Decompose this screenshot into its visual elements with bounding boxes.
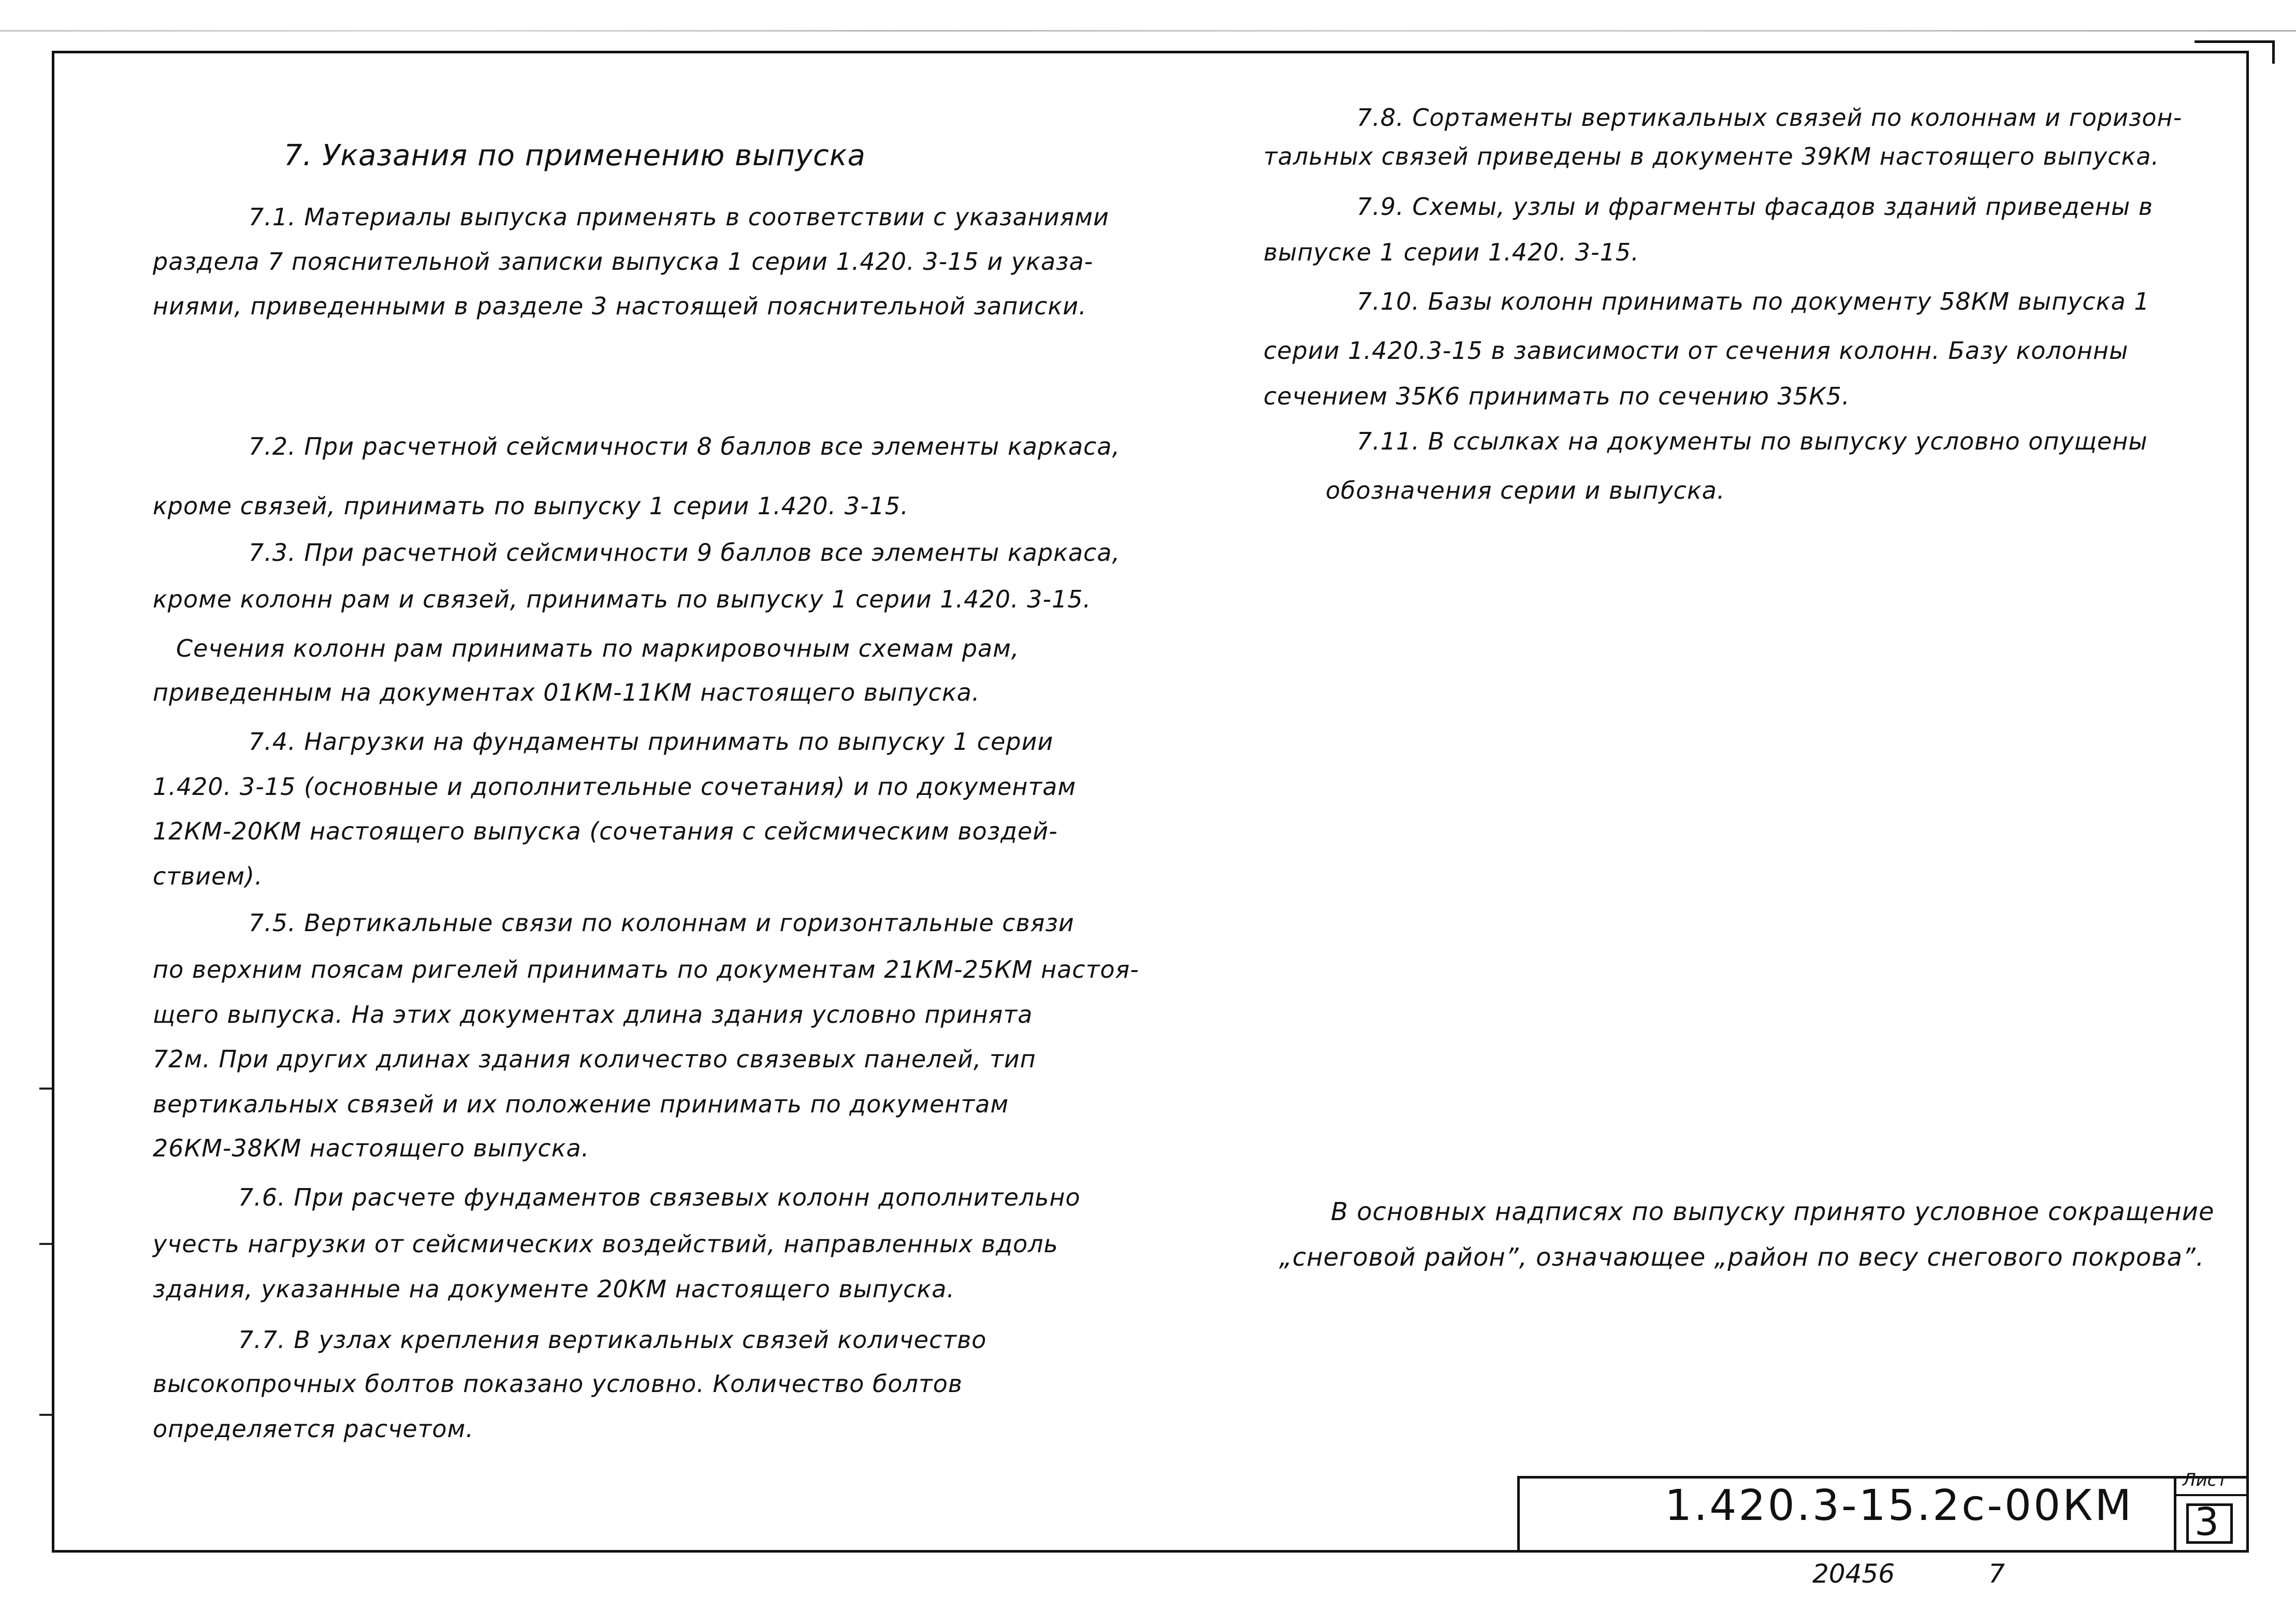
text-line: 7.4. Нагрузки на фундаменты принимать по выпуску 1 серии	[249, 728, 1054, 756]
text-line: 7.10. Базы колонн принимать по документу 58КМ выпуска 1	[1357, 287, 2150, 315]
text-line: высокопрочных болтов показано условно. Количество болтов	[153, 1370, 963, 1398]
text-line: определяется расчетом.	[153, 1415, 474, 1443]
title-block-divider	[2174, 1476, 2176, 1553]
scan-edge-line	[0, 30, 2296, 32]
text-line: ствием).	[153, 862, 263, 890]
text-line: 7.11. В ссылках на документы по выпуску условно опущены	[1357, 427, 2148, 455]
text-line: обозначения серии и выпуска.	[1326, 476, 1725, 504]
text-line: здания, указанные на документе 20КМ настоящего выпуска.	[153, 1275, 955, 1303]
text-line: вертикальных связей и их положение принимать по документам	[153, 1090, 1009, 1118]
text-line: ниями, приведенными в разделе 3 настоящей пояснительной записки.	[153, 292, 1087, 320]
text-line: учесть нагрузки от сейсмических воздействий, направленных вдоль	[153, 1230, 1058, 1258]
document-code: 1.420.3-15.2с-00КМ	[1665, 1481, 2134, 1530]
text-line: щего выпуска. На этих документах длина здания условно принята	[153, 1001, 1033, 1028]
frame-corner-tab	[2195, 40, 2275, 64]
section-title: 7. Указания по применению выпуска	[284, 139, 866, 172]
binding-tick	[39, 1243, 52, 1245]
text-line: 7.2. При расчетной сейсмичности 8 баллов все элементы каркаса,	[249, 432, 1121, 460]
text-line: 7.3. При расчетной сейсмичности 9 баллов все элементы каркаса,	[249, 539, 1121, 567]
text-line: 72м. При других длинах здания количество связевых панелей, тип	[153, 1045, 1036, 1073]
sheet-label-divider	[2176, 1494, 2249, 1496]
note-line: „снеговой район”, означающее „район по весу снегового покрова”.	[1279, 1243, 2205, 1272]
text-line: 7.1. Материалы выпуска применять в соответствии с указаниями	[249, 203, 1109, 231]
binding-tick	[39, 1414, 52, 1416]
sheet-label: Лист	[2183, 1470, 2228, 1490]
page-number: 7	[1988, 1559, 2005, 1589]
text-line: 12КМ-20КМ настоящего выпуска (сочетания с сейсмическим воздей-	[153, 817, 1058, 845]
text-line: 7.9. Схемы, узлы и фрагменты фасадов зданий приведены в	[1357, 193, 2153, 221]
text-line: 7.8. Сортаменты вертикальных связей по колоннам и горизон-	[1357, 104, 2183, 132]
text-line: по верхним поясам ригелей принимать по документам 21КМ-25КМ настоя-	[153, 955, 1139, 983]
binding-tick	[39, 1088, 52, 1090]
text-line: сечением 35К6 принимать по сечению 35К5.	[1263, 382, 1850, 410]
text-line: кроме колонн рам и связей, принимать по выпуску 1 серии 1.420. 3-15.	[153, 585, 1092, 613]
text-line: 1.420. 3-15 (основные и дополнительные сочетания) и по документам	[153, 773, 1077, 801]
text-line: раздела 7 пояснительной записки выпуска 1 серии 1.420. 3-15 и указа-	[153, 248, 1094, 276]
text-line: Сечения колонн рам принимать по маркировочным схемам рам,	[176, 634, 1020, 662]
text-line: приведенным на документах 01КМ-11КМ настоящего выпуска.	[153, 678, 980, 706]
text-line: выпуске 1 серии 1.420. 3-15.	[1263, 238, 1639, 266]
text-line: 7.6. При расчете фундаментов связевых колонн дополнительно	[238, 1183, 1081, 1211]
text-line: 26КМ-38КМ настоящего выпуска.	[153, 1134, 590, 1162]
note-line: В основных надписях по выпуску принято условное сокращение	[1331, 1197, 2215, 1226]
text-line: 7.7. В узлах крепления вертикальных связей количество	[238, 1326, 987, 1354]
text-line: серии 1.420.3-15 в зависимости от сечения колонн. Базу колонны	[1263, 337, 2129, 365]
sheet-number: 3	[2195, 1500, 2219, 1544]
text-line: тальных связей приведены в документе 39КМ настоящего выпуска.	[1263, 142, 2160, 170]
text-line: 7.5. Вертикальные связи по колоннам и горизонтальные связи	[249, 909, 1074, 937]
text-line: кроме связей, принимать по выпуску 1 серии 1.420. 3-15.	[153, 492, 909, 520]
inventory-number: 20456	[1812, 1559, 1895, 1589]
